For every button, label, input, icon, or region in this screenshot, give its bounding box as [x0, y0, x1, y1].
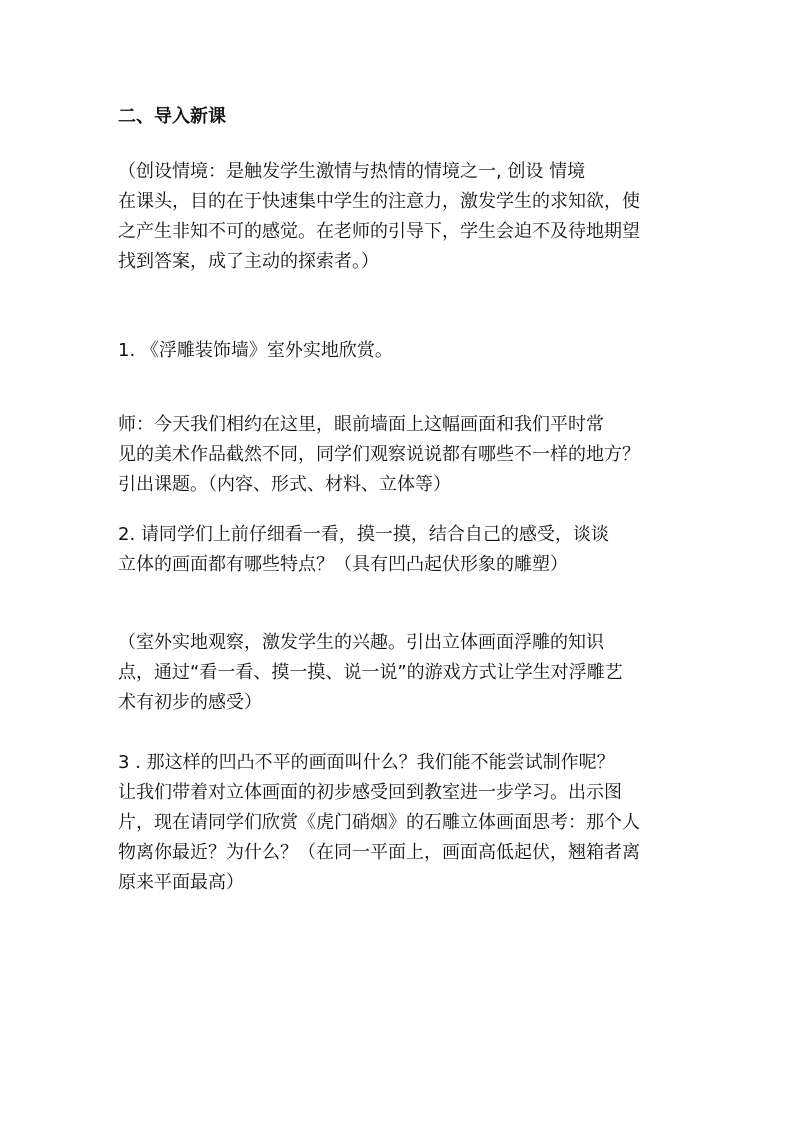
- section-heading: 二、导入新课: [118, 106, 226, 127]
- paragraph-line: 原来平面最高）: [118, 872, 244, 893]
- paragraph-line: （室外实地观察，激发学生的兴趣。引出立体画面浮雕的知识: [118, 632, 604, 653]
- paragraph-line: 物离你最近？为什么？（在同一平面上，画面高低起伏，翘箱者离: [118, 842, 640, 863]
- paragraph-line: 师：今天我们相约在这里，眼前墙面上这幅画面和我们平时常: [118, 414, 604, 435]
- paragraph-line: 见的美术作品截然不同，同学们观察说说都有哪些不一样的地方？: [118, 444, 640, 465]
- paragraph-line: （创设情境：是触发学生激情与热情的情境之一, 创设 情境: [118, 161, 586, 182]
- paragraph-line: 3 . 那这样的凹凸不平的画面叫什么？我们能不能尝试制作呢？: [118, 752, 615, 773]
- paragraph-intro-note: [118, 157, 678, 277]
- paragraph-observation-note: [118, 628, 678, 718]
- paragraph-line: 引出课题。（内容、形式、材料、立体等）: [118, 474, 451, 495]
- paragraph-line: 片，现在请同学们欣赏《虎门硝烟》的石雕立体画面思考：那个人: [118, 812, 640, 833]
- paragraph-line: 让我们带着对立体画面的初步感受回到教室进一步学习。出示图: [118, 782, 622, 803]
- paragraph-line: 2. 请同学们上前仔细看一看，摸一摸，结合自己的感受，谈谈: [118, 524, 609, 545]
- paragraph-step-3: [118, 748, 678, 898]
- paragraph-line: 术有初步的感受）: [118, 692, 262, 713]
- paragraph-teacher-speech: [118, 410, 678, 500]
- paragraph-line: 点，通过“看一看、摸一摸、说一说”的游戏方式让学生对浮雕艺: [118, 662, 623, 683]
- paragraph-line: 在课头，目的在于快速集中学生的注意力，激发学生的求知欲，使: [118, 191, 640, 212]
- paragraph-line: 之产生非知不可的感觉。在老师的引导下，学生会迫不及待地期望: [118, 221, 640, 242]
- paragraph-line: 立体的画面都有哪些特点？（具有凹凸起伏形象的雕塑）: [118, 554, 568, 575]
- paragraph-step-2: [118, 520, 678, 580]
- paragraph-step-1: [118, 336, 678, 366]
- paragraph-line: 找到答案，成了主动的探索者。）: [118, 251, 379, 272]
- paragraph-line: 1. 《浮雕装饰墙》室外实地欣赏。: [118, 340, 393, 361]
